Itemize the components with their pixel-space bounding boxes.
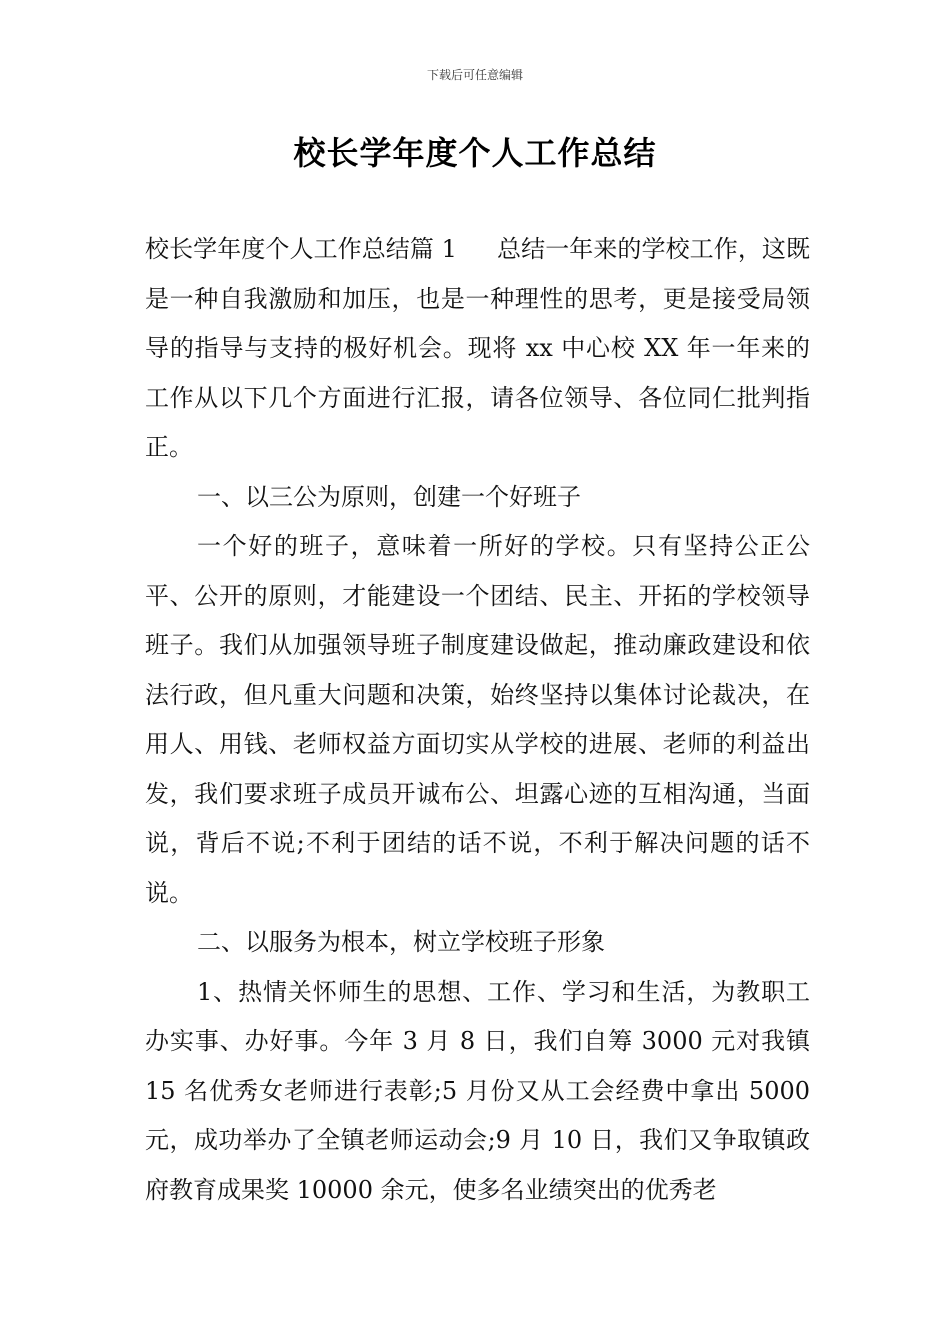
paragraph-intro	[145, 225, 810, 473]
section-lead: 校长学年度个人工作总结篇 1	[145, 235, 457, 263]
header-note: 下载后可任意编辑	[426, 68, 523, 82]
paragraph-2: 一个好的班子，意味着一所好的学校。只有坚持公正公平、公开的原则，才能建设一个团结、民主、开拓的学校领导班子。我们从加强领导班子制度建设做起，推动廉政建设和依法行政，但凡重大问题和决策，始终坚持以集体讨论裁决，在用人、用钱、老师权益方面切实从学校的进展、老师的利益出发，我们要求班子成员开诚布公、坦露心迹的互相沟通，当面说，背后不说;不利于团结的话不说，不利于解决问题的话不说。	[145, 532, 810, 907]
intro-text: 总结一年来的学校工作，这既是一种自我激励和加压，也是一种理性的思考，更是接受局领导的指导与支持的极好机会。现将 xx 中心校 XX 年一年来的工作从以下几个方面进行汇报，请各位领导、各位同仁批判指正。	[145, 235, 810, 461]
document-body	[145, 225, 810, 1215]
document-title: 校长学年度个人工作总结	[293, 134, 657, 172]
section-heading-2: 二、以服务为根本，树立学校班子形象	[197, 928, 605, 956]
paragraph-3: 1、热情关怀师生的思想、工作、学习和生活，为教职工办实事、办好事。今年 3 月 8 日，我们自筹 3000 元对我镇 15 名优秀女老师进行表彰;5 月份又从工会经费中拿出 5000 元，成功举办了全镇老师运动会;9 月 10 日，我们又争取镇政府教育成果奖 10000 余元，使多名业绩突出的优秀老	[145, 977, 810, 1204]
section-heading-1: 一、以三公为原则，创建一个好班子	[197, 482, 581, 511]
